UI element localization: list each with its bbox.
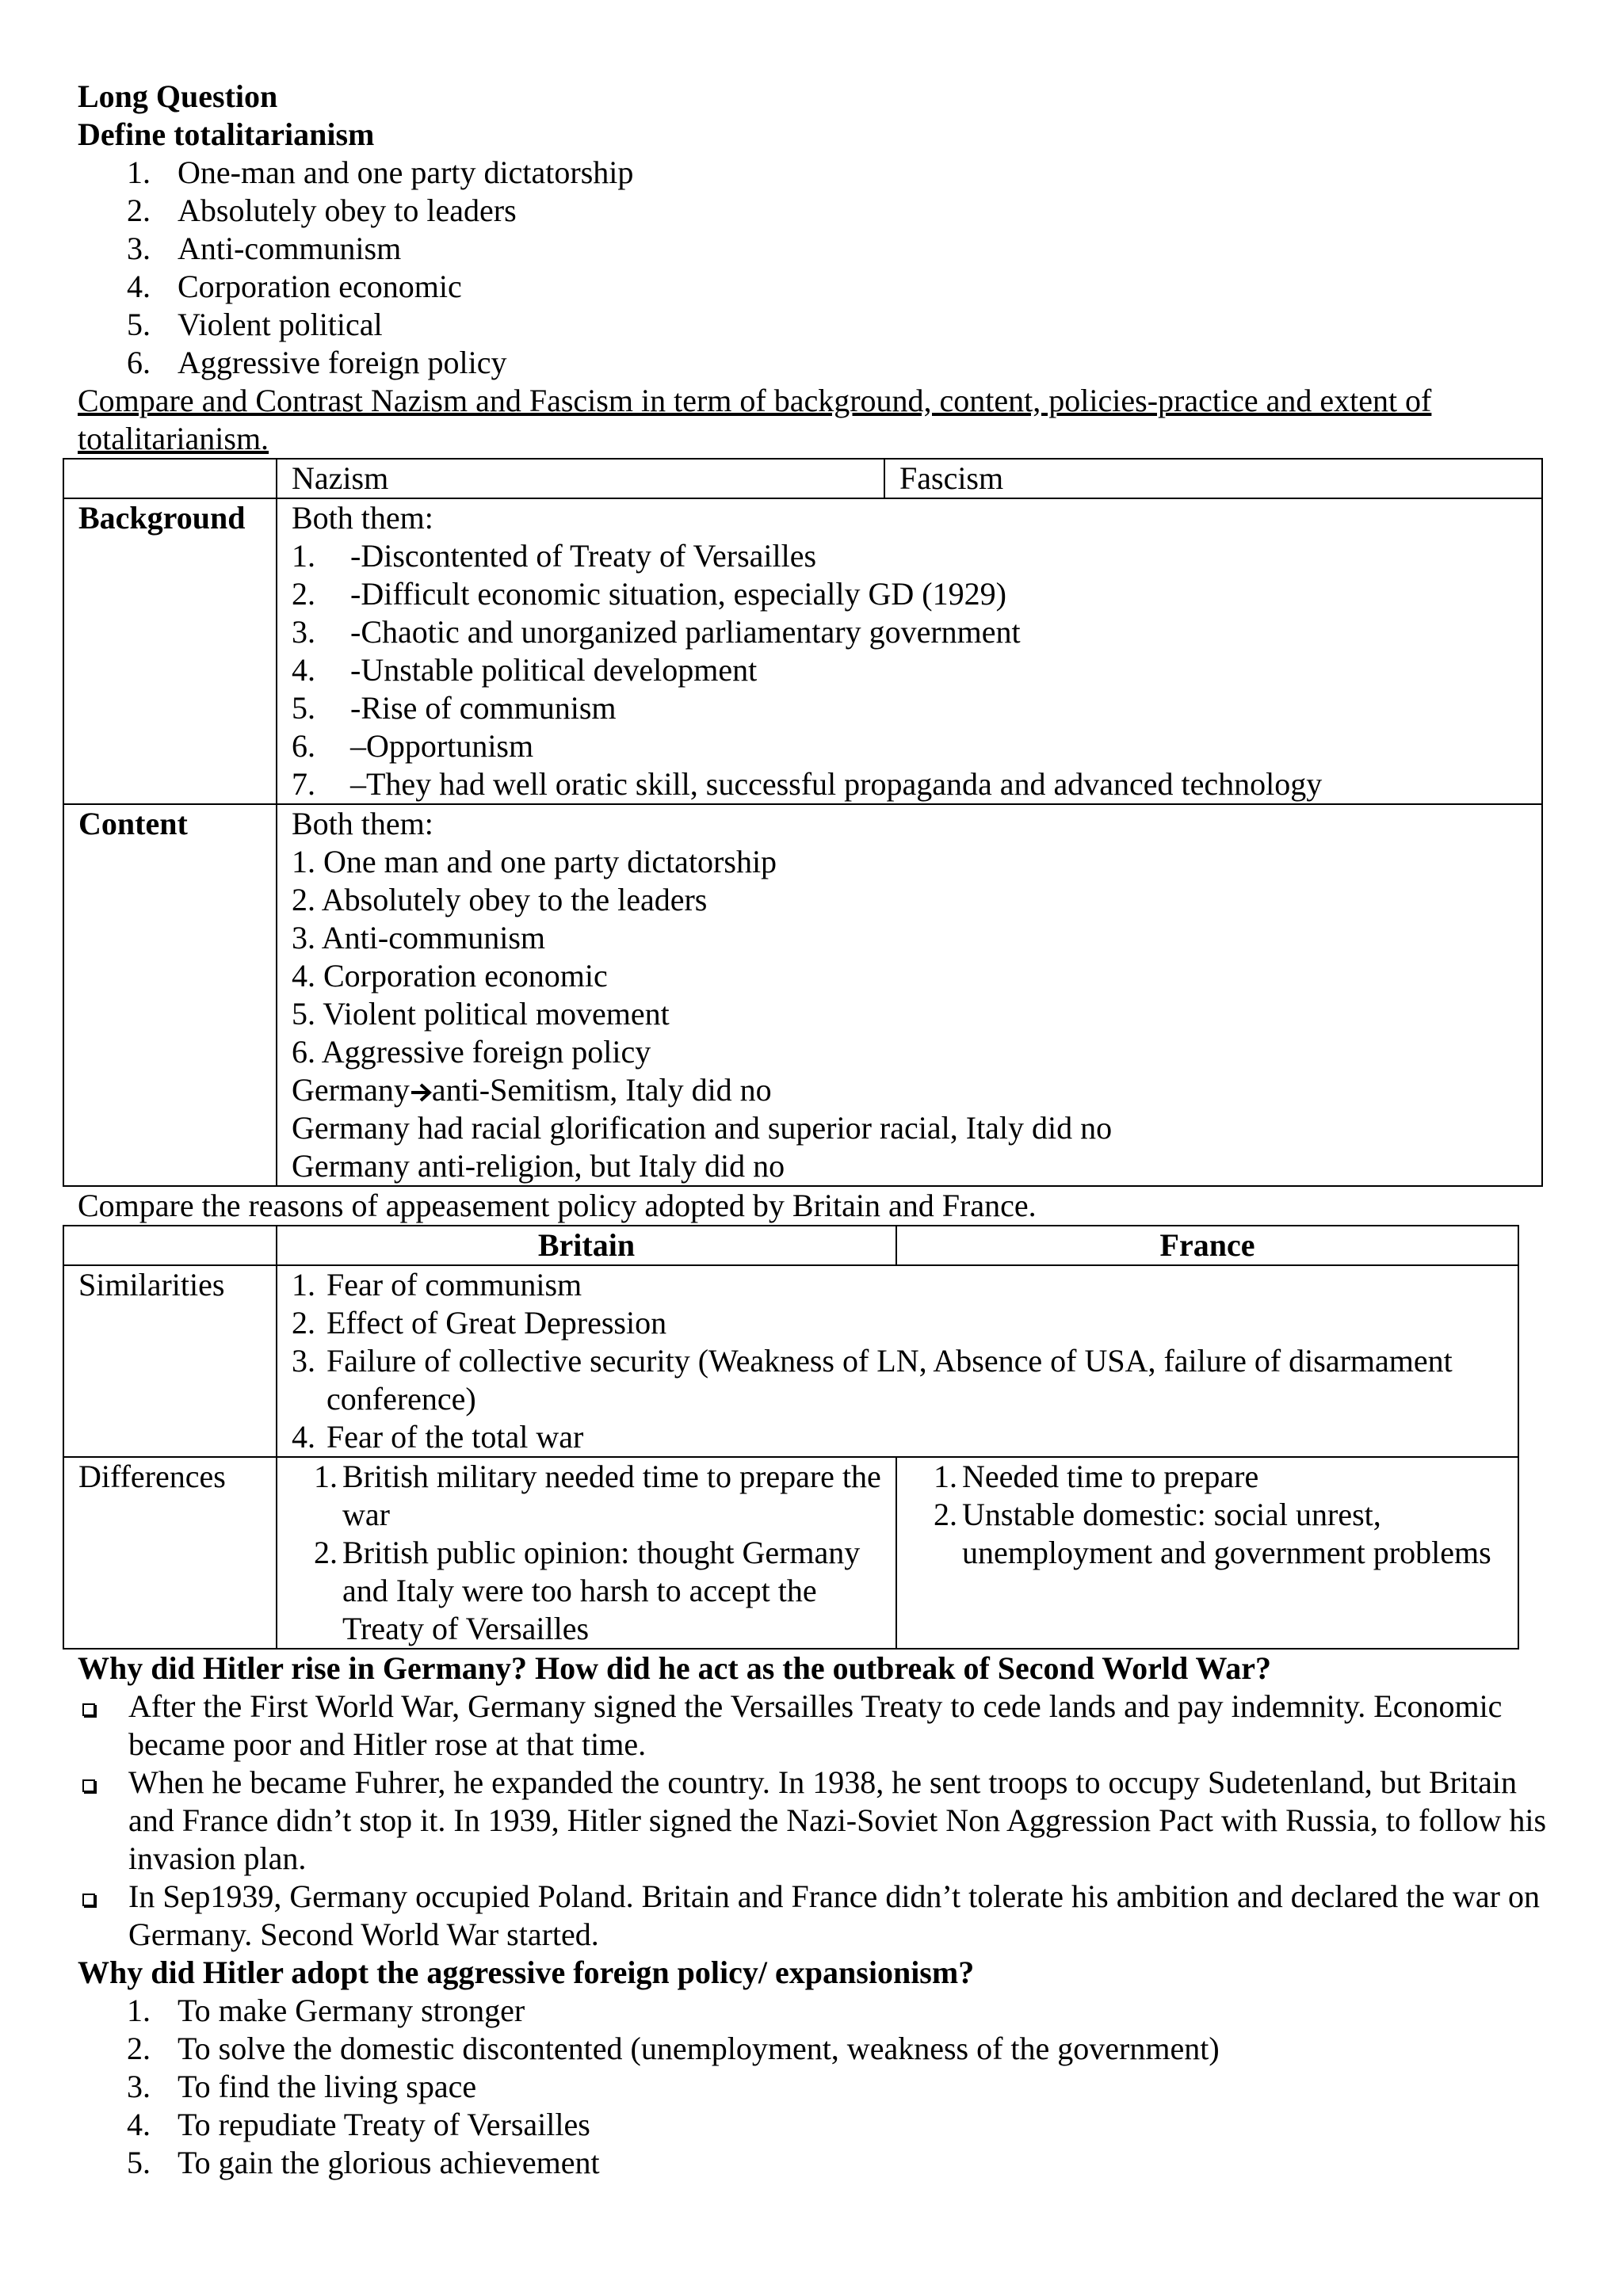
list-item: 6. Aggressive foreign policy xyxy=(127,345,507,380)
list-item: 2. Absolutely obey to leaders xyxy=(127,193,517,228)
list-item: 4. To repudiate Treaty of Versailles xyxy=(127,2107,590,2142)
list-item: 2. Unstable domestic: social unrest, unemployment and government problems xyxy=(934,1497,1491,1570)
table-row-content xyxy=(63,804,1542,1186)
list-item: In Sep1939, Germany occupied Poland. Britain and France didn’t tolerate his ambition and declared the war on Germany. Second World War started. xyxy=(78,1878,1560,1954)
france-differences-cell xyxy=(896,1457,1518,1649)
table-row-background xyxy=(63,498,1542,804)
content-note: Germany anti-religion, but Italy did no xyxy=(292,1148,785,1184)
list-item: 4. Corporation economic xyxy=(127,269,462,304)
content-note: Germany had racial glorification and superior racial, Italy did no xyxy=(292,1110,1113,1146)
row-header-differences: Differences xyxy=(63,1457,277,1649)
row-header-similarities: Similarities xyxy=(63,1265,277,1457)
list-item: 2. Effect of Great Depression xyxy=(292,1305,667,1341)
column-header-fascism: Fascism xyxy=(884,459,1542,498)
list-item: 1. One-man and one party dictatorship xyxy=(127,154,634,190)
list-item: 4. -Unstable political development xyxy=(292,652,758,688)
table-row-similarities xyxy=(63,1265,1518,1457)
list-item: 1. British military needed time to prepare the war xyxy=(314,1459,881,1532)
define-list xyxy=(78,154,1560,382)
list-item: 7. –They had well oratic skill, successful propaganda and advanced technology xyxy=(292,766,1323,802)
list-item: 3. Failure of collective security (Weakness of LN, Absence of USA, failure of disarmament conference) xyxy=(292,1343,1453,1417)
list-item: 1. -Discontented of Treaty of Versailles xyxy=(292,538,817,574)
list-item: 1. Needed time to prepare xyxy=(934,1459,1259,1494)
list-item: 6. Aggressive foreign policy xyxy=(292,1034,651,1070)
compare-nazism-fascism-question: Compare and Contrast Nazism and Fascism in term of background, content, policies-practice and extent of totalitarianism. xyxy=(78,383,1432,456)
list-item: 2. British public opinion: thought Germany and Italy were too harsh to accept the Treaty of Versailles xyxy=(314,1535,861,1646)
compare-appeasement-question: Compare the reasons of appeasement policy adopted by Britain and France. xyxy=(78,1188,1037,1223)
background-cell: Both them: 1. -Discontented of Treaty of Versailles 2. -Difficult economic situation, especially GD (1929) 3. -Chaotic and unorganized parliamentary government 4. -Unstable political development 5. -Rise of communism 6. –Opportunism 7. –They had well oratic skill, successful propaganda and advanced technology xyxy=(277,498,1542,804)
appeasement-table xyxy=(63,1225,1519,1650)
list-item: 5. Violent political movement xyxy=(292,996,670,1032)
nazism-fascism-table xyxy=(63,458,1543,1187)
long-question-heading: Long Question xyxy=(78,78,278,114)
aggressive-policy-list xyxy=(78,1992,1560,2182)
document-page xyxy=(78,78,1560,2182)
define-totalitarianism-heading: Define totalitarianism xyxy=(78,116,375,152)
column-header-nazism: Nazism xyxy=(277,459,884,498)
list-item: 2. -Difficult economic situation, especially GD (1929) xyxy=(292,576,1006,612)
list-item: 3. To find the living space xyxy=(127,2069,477,2104)
hitler-rise-question: Why did Hitler rise in Germany? How did he act as the outbreak of Second World War? xyxy=(78,1650,1272,1686)
list-item: 4. Corporation economic xyxy=(292,958,608,994)
similarities-cell xyxy=(277,1265,1518,1457)
table-corner-cell xyxy=(63,1226,277,1265)
row-header-content: Content xyxy=(63,804,277,1186)
table-header-row xyxy=(63,459,1542,498)
aggressive-policy-question: Why did Hitler adopt the aggressive foreign policy/ expansionism? xyxy=(78,1955,975,1990)
table-corner-cell xyxy=(63,459,277,498)
checkbox-bullet-icon xyxy=(82,1894,95,1906)
britain-differences-cell xyxy=(277,1457,896,1649)
list-item: 6. –Opportunism xyxy=(292,728,534,764)
arrow-right-icon xyxy=(410,1082,432,1103)
table-header-row xyxy=(63,1226,1518,1265)
list-item: When he became Fuhrer, he expanded the country. In 1938, he sent troops to occupy Sudetenland, but Britain and France didn’t stop it. In 1939, Hitler signed the Nazi-Soviet Non Aggression Pact with Russia, to follow his invasion plan. xyxy=(78,1764,1560,1878)
column-header-britain: Britain xyxy=(277,1226,896,1265)
list-item: 3. -Chaotic and unorganized parliamentary government xyxy=(292,614,1021,650)
checkbox-bullet-icon xyxy=(82,1779,95,1792)
content-note: Germany anti-Semitism, Italy did no xyxy=(292,1072,772,1108)
checkbox-bullet-icon xyxy=(82,1703,95,1716)
column-header-france: France xyxy=(896,1226,1518,1265)
list-item: 5. Violent political xyxy=(127,307,383,342)
list-item: After the First World War, Germany signed the Versailles Treaty to cede lands and pay indemnity. Economic became poor and Hitler rose at that time. xyxy=(78,1688,1560,1764)
list-item: 2. Absolutely obey to the leaders xyxy=(292,882,708,917)
table-row-differences xyxy=(63,1457,1518,1649)
content-cell: Both them: 1. One man and one party dictatorship 2. Absolutely obey to the leaders 3. Anti-communism 4. Corporation economic 5. Violent political movement 6. Aggressive foreign policy Germany anti-Semitism, Italy did no Germany had racial glorification and superior racial, Italy did no Germany anti-religion, but Italy did no xyxy=(277,804,1542,1186)
list-item: 1. One man and one party dictatorship xyxy=(292,844,777,879)
list-item: 2. To solve the domestic discontented (unemployment, weakness of the government) xyxy=(127,2031,1220,2066)
list-item: 3. Anti-communism xyxy=(127,231,402,266)
row-header-background: Background xyxy=(63,498,277,804)
list-item: 1. To make Germany stronger xyxy=(127,1993,525,2028)
hitler-rise-bullets xyxy=(78,1688,1560,1954)
list-item: 5. To gain the glorious achievement xyxy=(127,2145,600,2180)
list-item: 5. -Rise of communism xyxy=(292,690,617,726)
list-item: 1. Fear of communism xyxy=(292,1267,582,1302)
list-item: 3. Anti-communism xyxy=(292,920,545,955)
list-item: 4. Fear of the total war xyxy=(292,1419,584,1455)
